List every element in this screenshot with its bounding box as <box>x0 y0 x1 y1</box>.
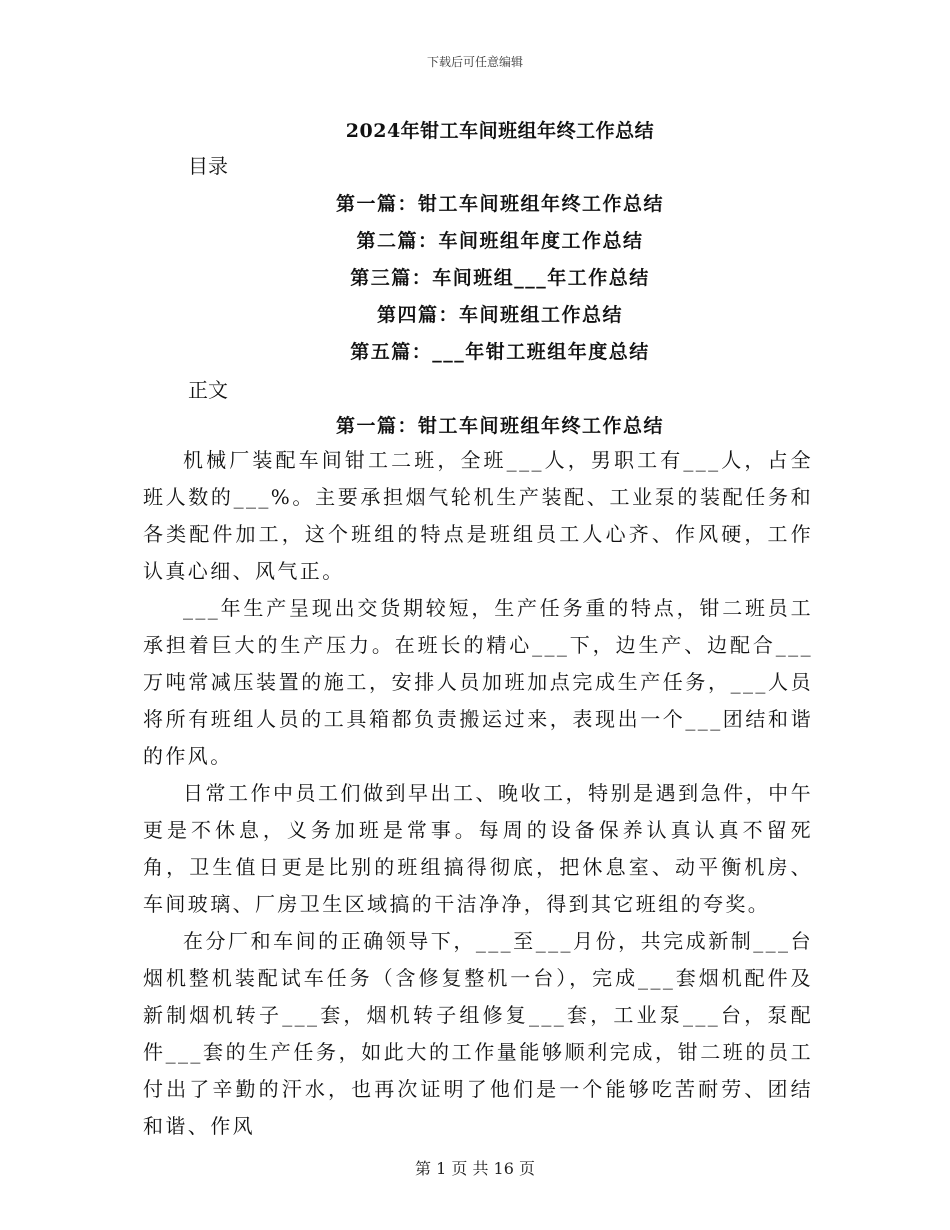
page-header: 下载后可任意编辑 <box>426 55 523 69</box>
page-footer: 第 1 页 共 16 页 <box>415 1159 535 1178</box>
body-label: 正文 <box>188 378 228 402</box>
body-content <box>143 442 813 1145</box>
section-title: 第一篇：钳工车间班组年终工作总结 <box>335 415 664 437</box>
toc-item: 第二篇：车间班组年度工作总结 <box>356 230 644 252</box>
paragraph: 机械厂装配车间钳工二班，全班___人，男职工有___人，占全班人数的___%。主要承担烟气轮机生产装配、工业泵的装配任务和各类配件加工，这个班组的特点是班组员工人心齐、作风硬，工作认真心细、风气正。 <box>143 448 813 583</box>
toc-item: 第一篇：钳工车间班组年终工作总结 <box>335 193 664 215</box>
toc-item: 第三篇：车间班组___年工作总结 <box>350 267 650 289</box>
toc-item: 第四篇：车间班组工作总结 <box>376 304 623 326</box>
toc-label: 目录 <box>188 154 228 178</box>
paragraph: 日常工作中员工们做到早出工、晚收工，特别是遇到急件，中午更是不休息，义务加班是常事。每周的设备保养认真认真不留死角，卫生值日更是比别的班组搞得彻底，把休息室、动平衡机房、车间玻璃、厂房卫生区域搞的干洁净净，得到其它班组的夸奖。 <box>143 781 813 916</box>
document-title: 2024年钳工车间班组年终工作总结 <box>345 120 655 142</box>
paragraph: ___年生产呈现出交货期较短，生产任务重的特点，钳二班员工承担着巨大的生产压力。在班长的精心___下，边生产、边配合___万吨常减压装置的施工，安排人员加班加点完成生产任务，___人员将所有班组人员的工具箱都负责搬运过来，表现出一个___团结和谐的作风。 <box>143 596 813 768</box>
paragraph: 在分厂和车间的正确领导下，___至___月份，共完成新制___台烟机整机装配试车任务（含修复整机一台），完成___套烟机配件及新制烟机转子___套，烟机转子组修复___套，工业泵___台，泵配件___套的生产任务，如此大的工作量能够顺利完成，钳二班的员工付出了辛勤的汗水，也再次证明了他们是一个能够吃苦耐劳、团结和谐、作风 <box>143 929 813 1138</box>
toc-item: 第五篇：___年钳工班组年度总结 <box>350 341 650 363</box>
